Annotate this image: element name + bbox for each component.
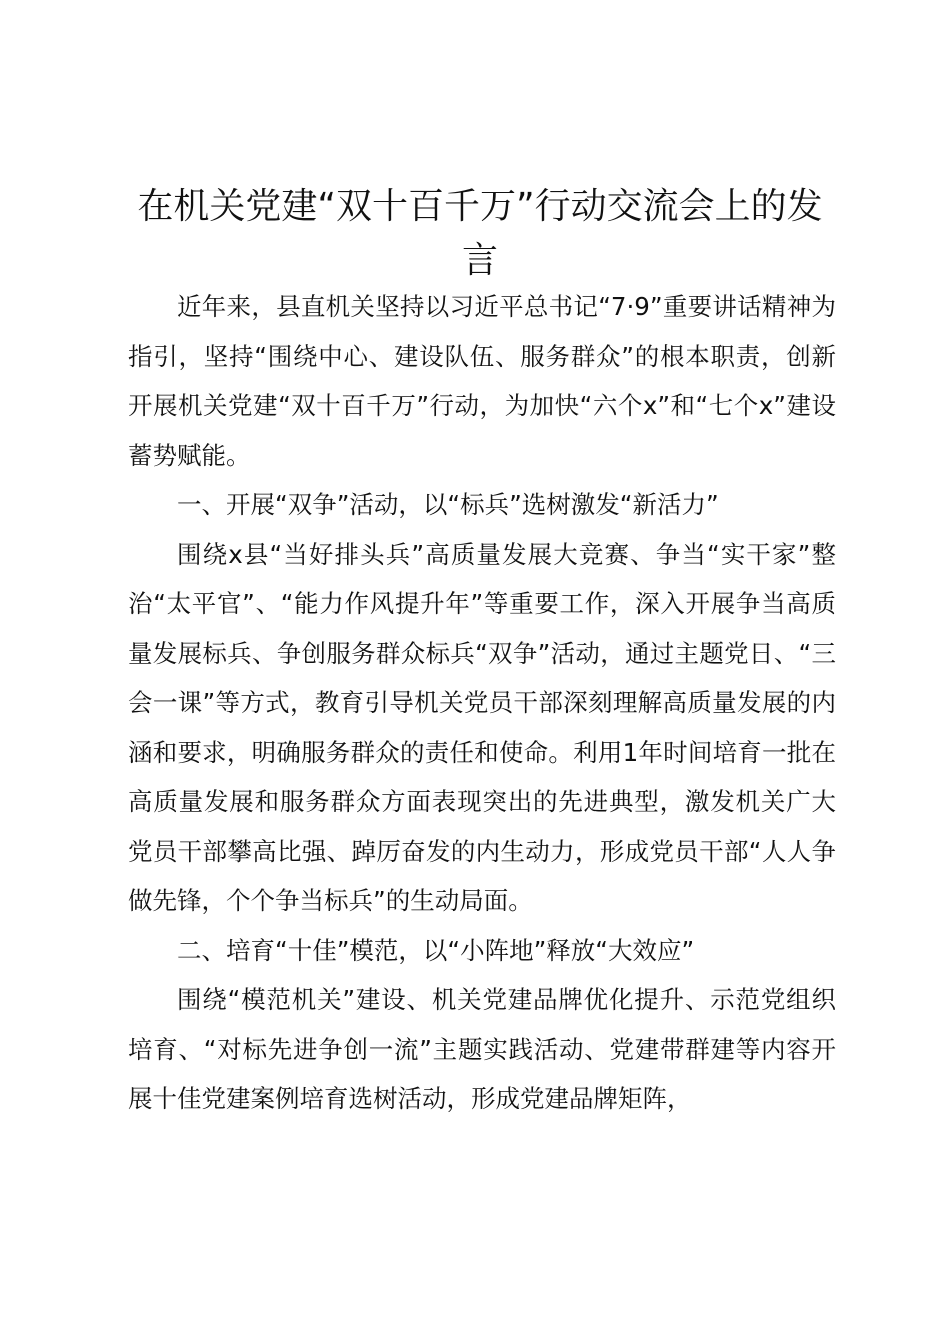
document-body — [128, 282, 836, 1124]
section-heading-2: 二、培育“十佳”模范，以“小阵地”释放“大效应” — [177, 935, 695, 965]
section-heading-1: 一、开展“双争”活动，以“标兵”选树激发“新活力” — [177, 490, 719, 519]
paragraph-intro: 近年来，县直机关坚持以习近平总书记“7·9”重要讲话精神为指引，坚持“围绕中心、建设队伍、服务群众”的根本职责，创新开展机关党建“双十百千万”行动，为加快“六个x”和“七个x”建设蓄势赋能。 — [128, 292, 836, 470]
paragraph-section-2: 围绕“模范机关”建设、机关党建品牌优化提升、示范党组织培育、“对标先进争创一流”主题实践活动、党建带群建等内容开展十佳党建案例培育选树活动，形成党建品牌矩阵， — [128, 985, 836, 1113]
paragraph-section-1: 围绕x县“当好排头兵”高质量发展大竞赛、争当“实干家”整治“太平官”、“能力作风提升年”等重要工作，深入开展争当高质量发展标兵、争创服务群众标兵“双争”活动，通过主题党日、“三会一课”等方式，教育引导机关党员干部深刻理解高质量发展的内涵和要求，明确服务群众的责任和使命。利用1年时间培育一批在高质量发展和服务群众方面表现突出的先进典型，激发机关广大党员干部攀高比强、踔厉奋发的内生动力，形成党员干部“人人争做先锋，个个争当标兵”的生动局面。 — [128, 539, 836, 915]
document-title: 在机关党建“双十百千万”行动交流会上的发言 — [137, 186, 823, 281]
